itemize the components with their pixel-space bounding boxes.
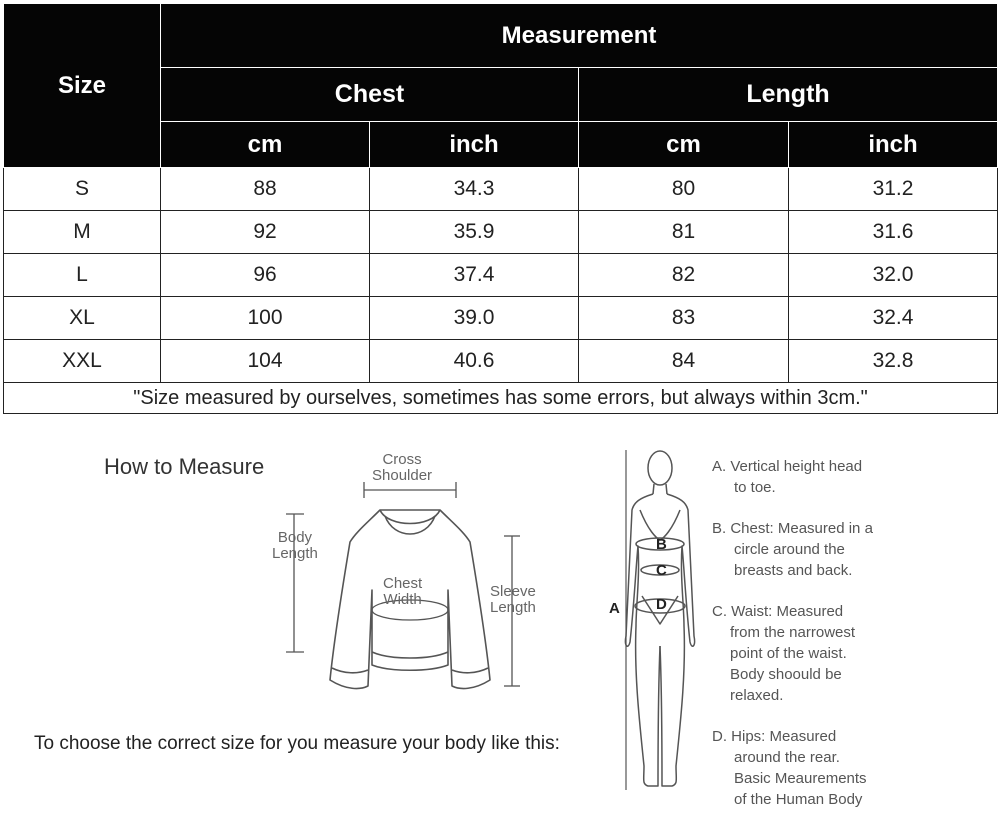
human-body-diagram-icon [600, 446, 710, 796]
size-header: Size [4, 4, 161, 168]
body-label-b: B [656, 536, 667, 553]
chest-cm-cell: 92 [161, 211, 370, 254]
unit-header: cm [579, 122, 789, 168]
unit-header: cm [161, 122, 370, 168]
measurement-header: Measurement [161, 4, 998, 68]
length-header: Length [579, 68, 998, 122]
size-cell: XL [4, 297, 161, 340]
note-item: A. Vertical height head to toe. [712, 458, 863, 496]
length-inch-cell: 31.6 [789, 211, 998, 254]
body-length-label: Body Length [272, 529, 318, 562]
body-label-d: D [656, 596, 667, 613]
length-inch-cell: 32.0 [789, 254, 998, 297]
cross-shoulder-label: Cross Shoulder [372, 451, 433, 484]
how-to-measure-title: How to Measure [104, 454, 265, 479]
size-note: "Size measured by ourselves, sometimes has some errors, but always within 3cm." [4, 383, 998, 414]
chest-inch-cell: 35.9 [370, 211, 579, 254]
length-inch-cell: 32.4 [789, 297, 998, 340]
sleeve-length-label: Sleeve Length [490, 583, 536, 616]
table-row [4, 168, 998, 211]
chest-header: Chest [161, 68, 579, 122]
size-cell: M [4, 211, 161, 254]
note-item: D. Hips: Measured around the rear. Basic Meaurements of the Human Body [712, 728, 867, 808]
chest-cm-cell: 96 [161, 254, 370, 297]
table-row [4, 340, 998, 383]
length-cm-cell: 81 [579, 211, 789, 254]
measure-guide [0, 430, 1000, 816]
size-cell: L [4, 254, 161, 297]
body-label-c: C [656, 562, 667, 579]
chest-cm-cell: 104 [161, 340, 370, 383]
length-cm-cell: 84 [579, 340, 789, 383]
chest-inch-cell: 40.6 [370, 340, 579, 383]
unit-header: inch [789, 122, 998, 168]
measure-notes [712, 456, 912, 830]
note-item: B. Chest: Measured in a circle around the breasts and back. [712, 520, 873, 579]
length-cm-cell: 83 [579, 297, 789, 340]
chest-inch-cell: 34.3 [370, 168, 579, 211]
body-label-a: A [609, 600, 620, 617]
chest-cm-cell: 100 [161, 297, 370, 340]
length-inch-cell: 32.8 [789, 340, 998, 383]
table-row [4, 211, 998, 254]
choose-size-text: To choose the correct size for you measure your body like this: [34, 733, 560, 754]
chest-cm-cell: 88 [161, 168, 370, 211]
unit-header: inch [370, 122, 579, 168]
size-cell: XXL [4, 340, 161, 383]
table-row [4, 297, 998, 340]
length-cm-cell: 80 [579, 168, 789, 211]
length-cm-cell: 82 [579, 254, 789, 297]
chest-inch-cell: 37.4 [370, 254, 579, 297]
size-chart-table [3, 3, 998, 414]
chest-inch-cell: 39.0 [370, 297, 579, 340]
size-cell: S [4, 168, 161, 211]
table-row [4, 254, 998, 297]
length-inch-cell: 31.2 [789, 168, 998, 211]
note-item: C. Waist: Measured from the narrowest point of the waist. Body shoould be relaxed. [712, 603, 856, 704]
chest-width-label: Chest Width [383, 575, 423, 608]
